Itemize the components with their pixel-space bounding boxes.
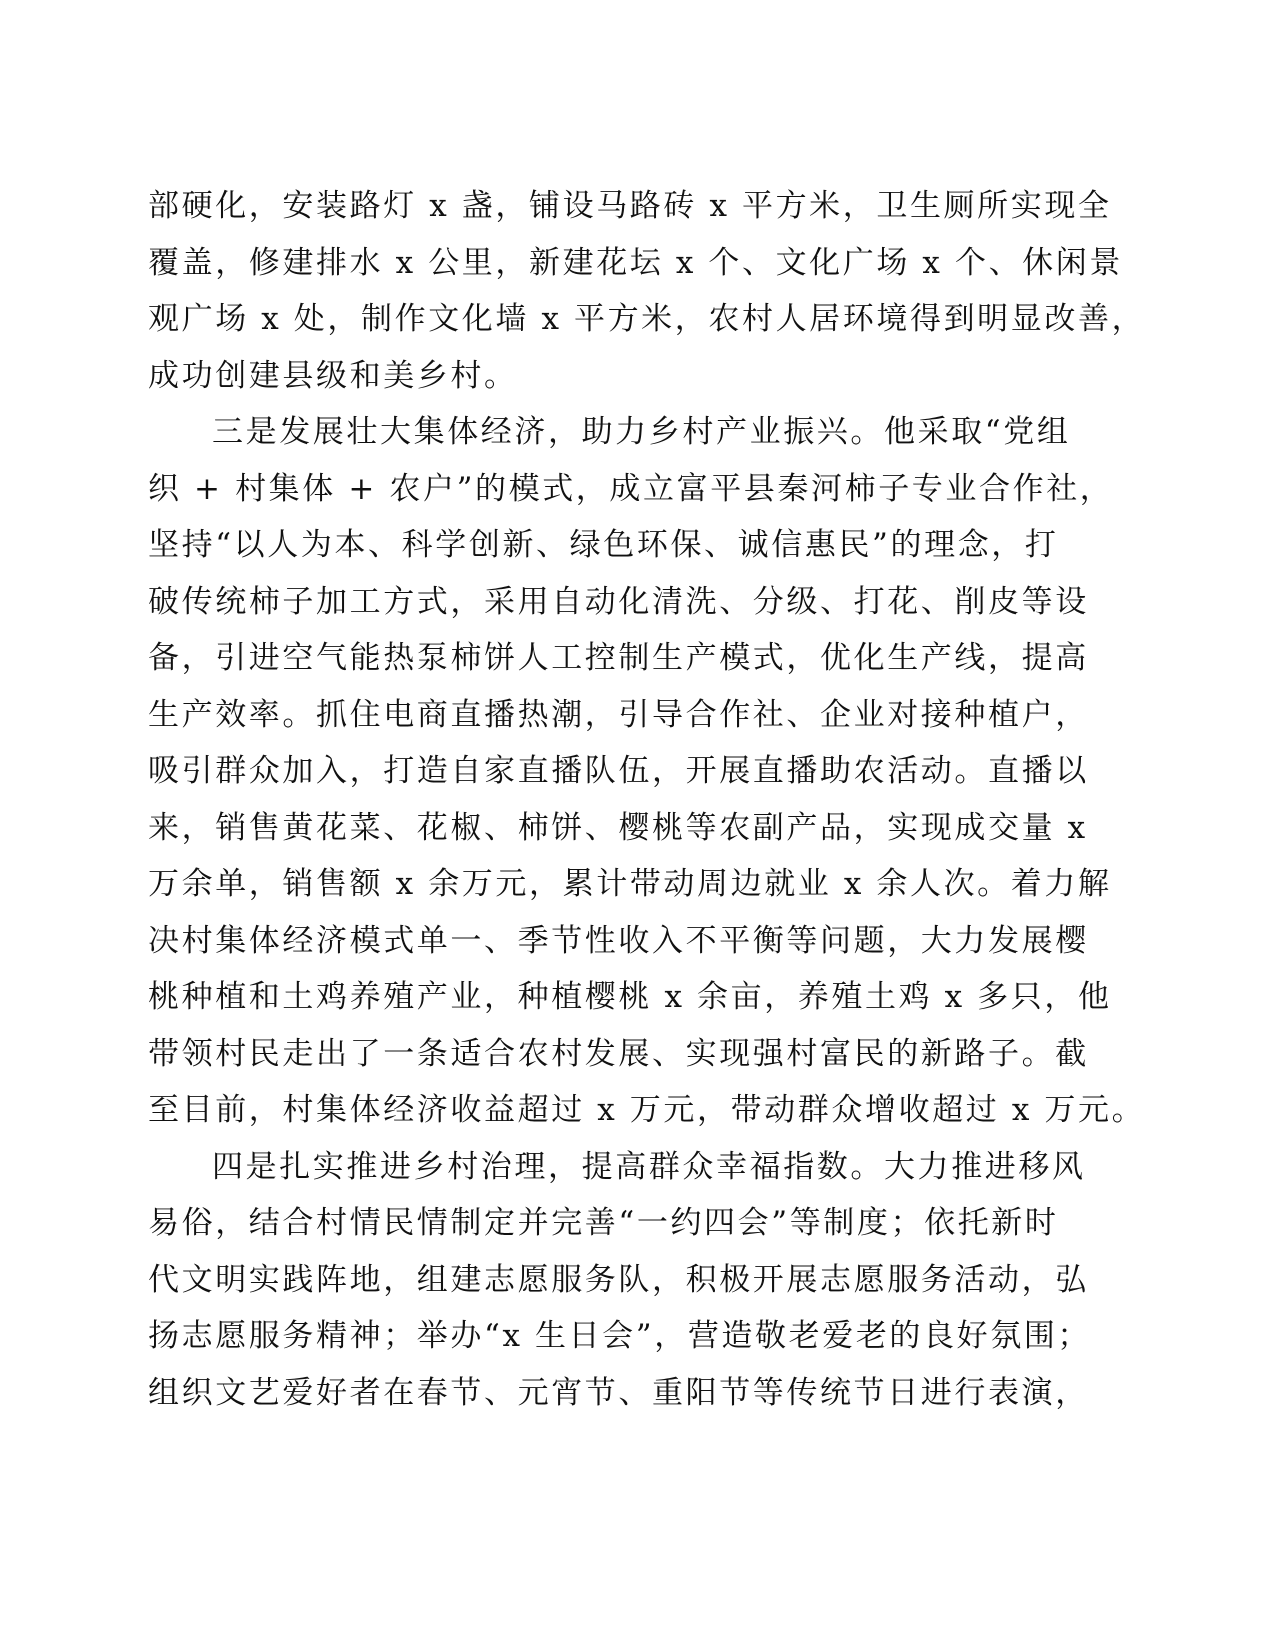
text-line: 部硬化，安装路灯 x 盏，铺设马路砖 x 平方米，卫生厕所实现全 (148, 188, 1112, 224)
text-line: 至目前，村集体经济收益超过 x 万元，带动群众增收超过 x 万元。 (148, 1092, 1146, 1128)
text-line: 成功创建县级和美乡村。 (148, 357, 518, 394)
text-line: 织 + 村集体 + 农户”的模式，成立富平县秦河柿子专业合作社， (148, 470, 1114, 507)
text-line: 生产效率。抓住电商直播热潮，引导合作社、企业对接种植户， (148, 696, 1089, 733)
text-line: 易俗，结合村情民情制定并完善“一约四会”等制度；依托新时 (148, 1205, 1059, 1241)
text-line: 桃种植和土鸡养殖产业，种植樱桃 x 余亩，养殖土鸡 x 多只，他 (148, 979, 1112, 1015)
paragraph-start-line: 四是扎实推进乡村治理，提高群众幸福指数。大力推进移风 (212, 1148, 1086, 1185)
text-line: 扬志愿服务精神；举办“x 生日会”，营造敬老爱老的良好氛围； (148, 1318, 1092, 1354)
text-line: 坚持“以人为本、科学创新、绿色环保、诚信惠民”的理念，打 (148, 527, 1059, 563)
text-line: 组织文艺爱好者在春节、元宵节、重阳节等传统节日进行表演， (148, 1374, 1089, 1411)
body-text (148, 178, 1148, 1421)
text-line: 万余单，销售额 x 余万元，累计带动周边就业 x 余人次。着力解 (148, 866, 1112, 902)
text-line: 代文明实践阵地，组建志愿服务队，积极开展志愿服务活动，弘 (148, 1261, 1089, 1298)
paragraph-start-line: 三是发展壮大集体经济，助力乡村产业振兴。他采取“党组 (212, 414, 1071, 450)
text-line: 决村集体经济模式单一、季节性收入不平衡等问题，大力发展樱 (148, 922, 1089, 959)
text-line: 带领村民走出了一条适合农村发展、实现强村富民的新路子。截 (148, 1035, 1089, 1072)
text-line: 破传统柿子加工方式，采用自动化清洗、分级、打花、削皮等设 (148, 583, 1089, 620)
text-line: 来，销售黄花菜、花椒、柿饼、樱桃等农副产品，实现成交量 x (148, 809, 1088, 846)
text-line: 覆盖，修建排水 x 公里，新建花坛 x 个、文化广场 x 个、休闲景 (148, 244, 1123, 281)
text-line: 观广场 x 处，制作文化墙 x 平方米，农村人居环境得到明显改善， (148, 301, 1146, 337)
text-line: 备，引进空气能热泵柿饼人工控制生产模式，优化生产线，提高 (148, 640, 1089, 676)
text-line: 吸引群众加入，打造自家直播队伍，开展直播助农活动。直播以 (148, 753, 1089, 789)
